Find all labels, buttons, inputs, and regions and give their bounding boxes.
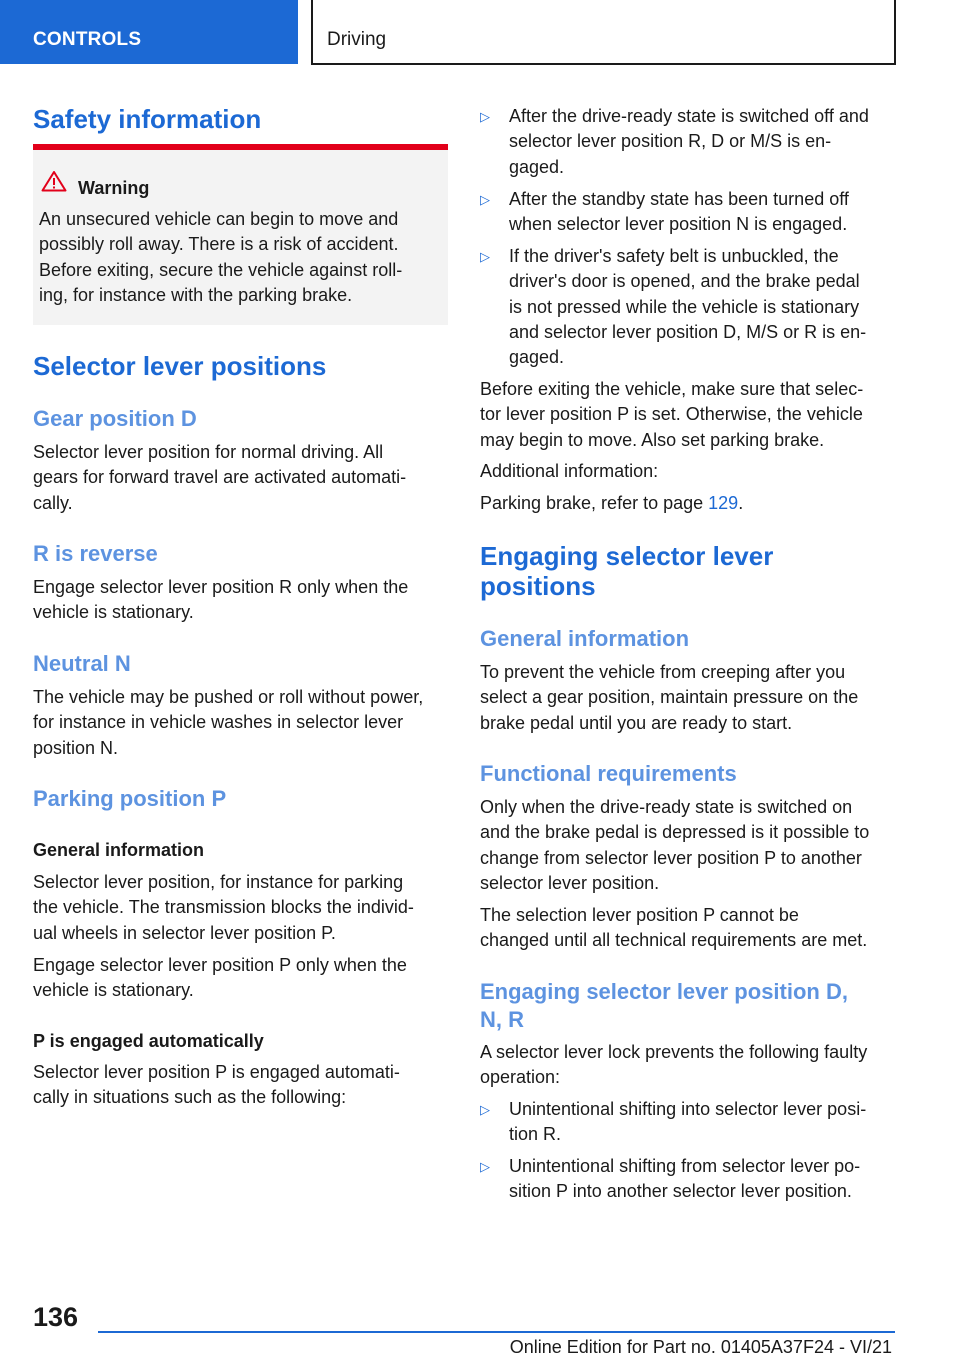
heading-safety-information: Safety information bbox=[33, 104, 262, 134]
text-line: Engage selector lever position P only when the bbox=[33, 955, 407, 975]
section-tab bbox=[0, 0, 298, 64]
reference-end: . bbox=[738, 493, 744, 513]
warning-line: An unsecured vehicle can begin to move and bbox=[39, 209, 399, 229]
text-line: The selection lever position P cannot be bbox=[480, 905, 799, 925]
text-line: Selector lever position P is engaged automati- bbox=[33, 1062, 400, 1082]
paragraph-functional-requirements bbox=[480, 795, 900, 896]
text-line: Unintentional shifting into selector lever posi- bbox=[509, 1099, 867, 1119]
text-line: After the drive-ready state is switched off and bbox=[509, 106, 869, 126]
text-line: ual wheels in selector lever position P. bbox=[33, 922, 336, 943]
text-line: and selector lever position D, M/S or R is en- bbox=[509, 321, 867, 342]
reference-text: Parking brake, refer to page bbox=[480, 493, 709, 513]
text-line: operation: bbox=[480, 1067, 561, 1088]
heading-selector-lever-positions: Selector lever positions bbox=[33, 351, 327, 381]
text-line: gaged. bbox=[509, 347, 565, 368]
page-number: 136 bbox=[33, 1302, 79, 1332]
text-line: tor lever position P is set. Otherwise, the vehicle bbox=[480, 404, 863, 425]
warning-line: Before exiting, secure the vehicle against roll- bbox=[39, 259, 403, 280]
text-line: brake pedal until you are ready to start. bbox=[480, 712, 793, 733]
text-line: Only when the drive-ready state is switched on bbox=[480, 797, 853, 817]
heading-line: N, R bbox=[480, 1007, 524, 1032]
paragraph-gear-d bbox=[33, 440, 448, 516]
text-line: changed until all technical requirements are met. bbox=[480, 930, 868, 951]
text-line: when selector lever position N is engaged. bbox=[509, 214, 848, 235]
heading-line: Engaging selector lever bbox=[480, 541, 774, 571]
text-line: Engage selector lever position R only when the bbox=[33, 577, 409, 597]
heading-engaging-d-n-r bbox=[480, 978, 895, 1034]
paragraph-auto bbox=[33, 1060, 448, 1111]
heading-functional-requirements: Functional requirements bbox=[480, 761, 737, 786]
text-line: If the driver's safety belt is unbuckled, the bbox=[509, 246, 839, 266]
paragraph-selection-lever bbox=[480, 903, 900, 954]
chapter-label: Driving bbox=[327, 29, 387, 50]
text-line: cally in situations such as the following: bbox=[33, 1087, 347, 1108]
warning-box bbox=[33, 144, 448, 325]
text-line: and the brake pedal is depressed is it possible to bbox=[480, 822, 870, 843]
heading-parking-position-p: Parking position P bbox=[33, 786, 227, 811]
text-line: selector lever position R, D or M/S is en- bbox=[509, 131, 832, 152]
text-line: gears for forward travel are activated automati- bbox=[33, 467, 407, 488]
paragraph-reverse bbox=[33, 575, 448, 626]
text-line: After the standby state has been turned off bbox=[509, 189, 849, 209]
warning-triangle-icon bbox=[41, 170, 67, 192]
text-line: change from selector lever position P to another bbox=[480, 847, 862, 868]
bullet-triangle-icon: ▷ bbox=[480, 249, 490, 264]
text-line: gaged. bbox=[509, 156, 565, 177]
warning-title: Warning bbox=[78, 178, 150, 198]
text-line: is not pressed while the vehicle is stationary bbox=[509, 296, 860, 317]
text-line: cally. bbox=[33, 492, 73, 513]
text-line: selector lever position. bbox=[480, 872, 660, 893]
text-line: vehicle is stationary. bbox=[33, 980, 194, 1001]
heading-r-is-reverse: R is reverse bbox=[33, 541, 158, 566]
chapter-box bbox=[311, 0, 896, 65]
subheading-parking-general: General information bbox=[33, 840, 205, 860]
page-link-129[interactable]: 129 bbox=[708, 493, 739, 513]
paragraph-general-information bbox=[480, 660, 895, 736]
heading-line: positions bbox=[480, 571, 596, 601]
footer-edition: Online Edition for Part no. 01405A37F24 - VI/21 bbox=[509, 1337, 892, 1357]
paragraph-parking-general bbox=[33, 870, 448, 946]
text-line: Selector lever position for normal driving. All bbox=[33, 442, 384, 462]
warning-line: ing, for instance with the parking brake. bbox=[39, 284, 353, 305]
text-line: Selector lever position, for instance for parking bbox=[33, 872, 404, 892]
bullet-triangle-icon: ▷ bbox=[480, 109, 490, 124]
footer-rule bbox=[98, 1331, 895, 1333]
text-line: Before exiting the vehicle, make sure that selec- bbox=[480, 379, 864, 399]
paragraph-lever-lock bbox=[480, 1040, 900, 1091]
parking-brake-reference bbox=[480, 491, 895, 516]
text-line: for instance in vehicle washes in selector lever bbox=[33, 712, 404, 733]
paragraph-before-exiting bbox=[480, 377, 900, 453]
warning-line: possibly roll away. There is a risk of accident. bbox=[39, 234, 399, 255]
heading-gear-position-d: Gear position D bbox=[33, 406, 197, 431]
text-line: may begin to move. Also set parking brake. bbox=[480, 429, 825, 450]
bullet-triangle-icon: ▷ bbox=[480, 192, 490, 207]
subheading-p-engaged-automatically: P is engaged automatically bbox=[33, 1031, 264, 1051]
warning-text bbox=[39, 207, 439, 308]
heading-line: Engaging selector lever position D, bbox=[480, 979, 848, 1004]
text-line: driver's door is opened, and the brake pedal bbox=[509, 271, 860, 292]
text-line: select a gear position, maintain pressure on the bbox=[480, 687, 859, 708]
text-line: position N. bbox=[33, 737, 119, 758]
text-line: Unintentional shifting from selector lever po- bbox=[509, 1156, 861, 1176]
text-line: vehicle is stationary. bbox=[33, 602, 194, 623]
paragraph-neutral bbox=[33, 685, 453, 761]
bullet-triangle-icon: ▷ bbox=[480, 1102, 490, 1117]
section-label: CONTROLS bbox=[33, 29, 142, 50]
heading-neutral-n: Neutral N bbox=[33, 651, 131, 676]
text-line: tion R. bbox=[509, 1124, 562, 1145]
paragraph-parking-engage bbox=[33, 953, 448, 1004]
bullet-triangle-icon: ▷ bbox=[480, 1159, 490, 1174]
text-line: the vehicle. The transmission blocks the individ- bbox=[33, 897, 414, 918]
text-line: The vehicle may be pushed or roll without power, bbox=[33, 687, 424, 707]
heading-general-information: General information bbox=[480, 626, 690, 651]
additional-information-label: Additional information: bbox=[480, 461, 659, 481]
text-line: To prevent the vehicle from creeping after you bbox=[480, 662, 846, 682]
text-line: sition P into another selector lever position. bbox=[509, 1181, 852, 1202]
text-line: A selector lever lock prevents the following faulty bbox=[480, 1042, 868, 1062]
heading-engaging-selector-lever-positions bbox=[480, 541, 895, 601]
